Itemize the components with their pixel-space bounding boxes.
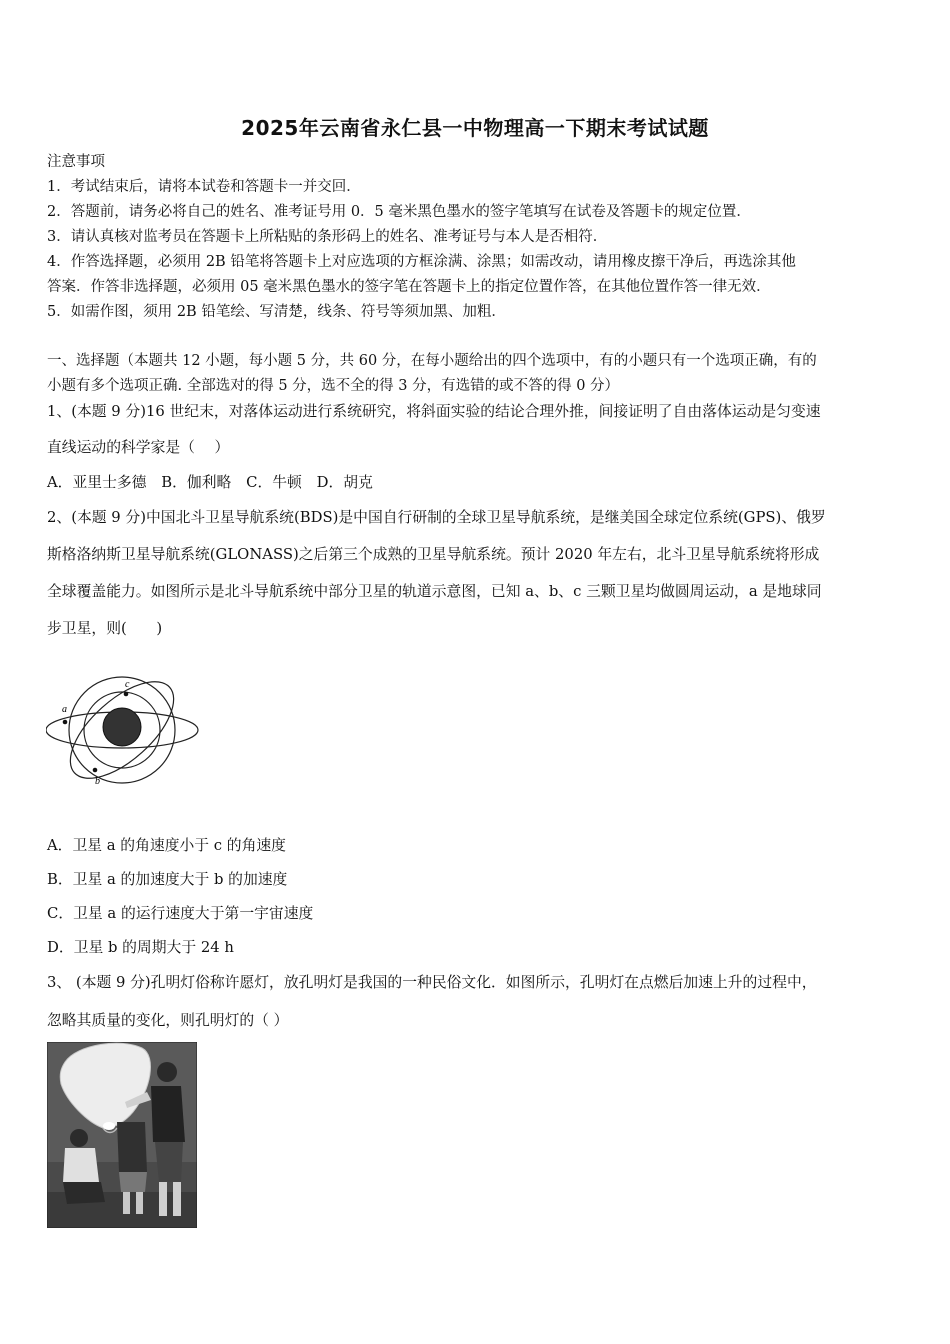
- question-2-option-b: B．卫星 a 的加速度大于 b 的加速度: [47, 871, 288, 888]
- sky-lantern-photo: [47, 1042, 197, 1228]
- label-b: b: [95, 776, 100, 787]
- notice-item: 1．考试结束后，请将本试卷和答题卡一并交回．: [47, 179, 361, 195]
- label-c: c: [125, 679, 130, 690]
- notice-item: 3．请认真核对监考员在答题卡上所粘贴的条形码上的姓名、准考证号与本人是否相符．: [47, 229, 608, 245]
- question-3-stem: 3、 (本题 9 分)孔明灯俗称许愿灯，放孔明灯是我国的一种民俗文化．如图所示，孔明灯在点燃后加速上升的过程中，: [47, 974, 817, 991]
- section-heading-cont: 小题有多个选项正确. 全部选对的得 5 分，选不全的得 3 分，有选错的或不答的得 0 分）: [47, 378, 620, 394]
- satellite-c-dot: [124, 692, 129, 697]
- notice-item: 5．如需作图，须用 2B 铅笔绘、写清楚，线条、符号等须加黑、加粗．: [47, 304, 506, 320]
- question-2-stem-cont: 步卫星，则( ): [47, 620, 163, 637]
- question-1-stem-cont: 直线运动的科学家是（ ）: [47, 439, 230, 456]
- satellite-a-dot: [63, 720, 68, 725]
- question-2-option-d: D．卫星 b 的周期大于 24 h: [47, 939, 234, 956]
- notice-item: 4．作答选择题，必须用 2B 铅笔将答题卡上对应选项的方框涂满、涂黑；如需改动，请用橡皮擦干净后，再选涂其他: [47, 254, 796, 270]
- section-heading: 一、选择题（本题共 12 小题，每小题 5 分，共 60 分，在每小题给出的四个选项中，有的小题只有一个选项正确，有的: [47, 353, 817, 369]
- notice-item: 2．答题前，请务必将自己的姓名、准考证号用 0．5 毫米黑色墨水的签字笔填写在试卷及答题卡的规定位置．: [47, 204, 751, 220]
- question-3-stem-cont: 忽略其质量的变化，则孔明灯的（ ）: [47, 1012, 289, 1029]
- page-title: 2025年云南省永仁县一中物理高一下期末考试试题: [241, 116, 709, 140]
- question-1-options: A．亚里士多德 B．伽利略 C．牛顿 D．胡克: [47, 474, 373, 491]
- label-a: a: [62, 704, 67, 715]
- question-2-option-a: A．卫星 a 的角速度小于 c 的角速度: [47, 837, 286, 854]
- satellite-b-dot: [93, 768, 98, 773]
- notice-heading: 注意事项: [47, 154, 105, 170]
- notice-item: 答案．作答非选择题，必须用 05 毫米黑色墨水的签字笔在答题卡上的指定位置作答，在其他位置作答一律无效．: [47, 279, 771, 295]
- question-1-stem: 1、(本题 9 分)16 世纪末，对落体运动进行系统研究，将斜面实验的结论合理外推，间接证明了自由落体运动是匀变速: [47, 403, 821, 420]
- question-2-stem-cont: 斯格洛纳斯卫星导航系统(GLONASS)之后第三个成熟的卫星导航系统。预计 2020 年左右，北斗卫星导航系统将形成: [47, 546, 820, 563]
- satellite-orbit-diagram: [46, 660, 206, 808]
- question-2-stem-cont: 全球覆盖能力。如图所示是北斗导航系统中部分卫星的轨道示意图，已知 a、b、c 三颗卫星均做圆周运动，a 是地球同: [47, 583, 822, 600]
- question-2-stem: 2、(本题 9 分)中国北斗卫星导航系统(BDS)是中国自行研制的全球卫星导航系统，是继美国全球定位系统(GPS)、俄罗: [47, 509, 826, 526]
- question-2-option-c: C．卫星 a 的运行速度大于第一宇宙速度: [47, 905, 314, 922]
